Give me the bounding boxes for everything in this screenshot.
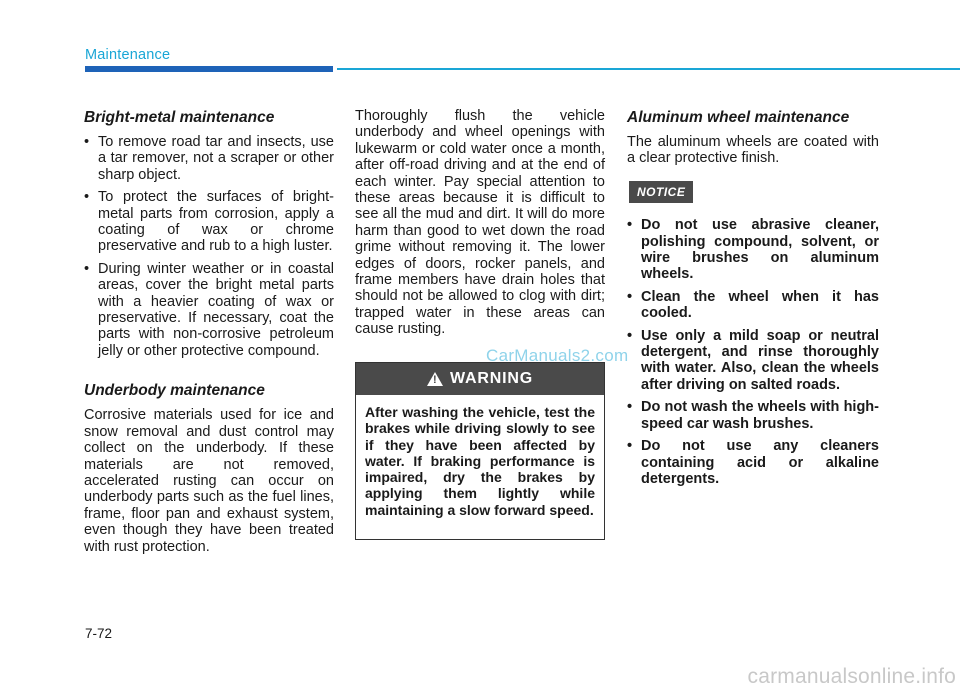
list-item: • Do not use abrasive cleaner, polishing compound, solvent, or wire brushes on aluminum wheels. bbox=[627, 217, 879, 283]
footer-watermark: carmanualsonline.info bbox=[747, 665, 956, 688]
list-item: • Do not use any cleaners containing acid or alkaline detergents. bbox=[627, 438, 879, 487]
column-left bbox=[84, 108, 334, 555]
flush-paragraph: Thoroughly flush the vehicle underbody and wheel openings with lukewarm or cold water once a month, after off-road driving and at the end of each winter. Pay special attention to these areas because it is difficult to see all the mud and dirt. It will do more harm than good to wet down the road grime without removing it. The lower edges of doors, rocker panels, and frame members have drain holes that should not be allowed to clog with dirt; trapped water in these areas can cause rusting. bbox=[355, 108, 605, 338]
page-number: 7-72 bbox=[85, 626, 113, 641]
warning-label: WARNING bbox=[450, 370, 533, 387]
aluminum-paragraph: The aluminum wheels are coated with a clear protective finish. bbox=[627, 134, 879, 167]
header-bar bbox=[85, 66, 333, 72]
bright-metal-heading: Bright-metal maintenance bbox=[84, 109, 275, 126]
warning-header bbox=[356, 363, 604, 395]
column-right bbox=[627, 108, 879, 493]
list-item: • To protect the surfaces of bright-metal parts from corrosion, apply a coating of wax or chrome preservative and rub to a high luster. bbox=[84, 189, 334, 255]
notice-list bbox=[627, 217, 879, 487]
list-item: • Clean the wheel when it has cooled. bbox=[627, 289, 879, 322]
warning-triangle-icon: ! bbox=[427, 372, 443, 386]
bright-metal-list bbox=[84, 134, 334, 359]
notice-badge: NOTICE bbox=[629, 181, 693, 203]
list-item: • During winter weather or in coastal areas, cover the bright metal parts with a heavier coating of wax or preservative. If necessary, coat the parts with non-corrosive petroleum jelly or other protective compound. bbox=[84, 261, 334, 359]
column-middle bbox=[355, 108, 605, 338]
watermark-text: CarManuals2.com bbox=[486, 346, 629, 365]
list-item: • Do not wash the wheels with high-speed car wash brushes. bbox=[627, 399, 879, 432]
list-item: • Use only a mild soap or neutral detergent, and rinse thoroughly with water. Also, clean the wheels after driving on salted roads. bbox=[627, 328, 879, 394]
underbody-heading: Underbody maintenance bbox=[84, 382, 265, 400]
underbody-paragraph: Corrosive materials used for ice and snow removal and dust control may collect on the underbody. If these materials are not removed, accelerated rusting can occur on underbody parts such as the fuel lines, frame, floor pan and exhaust system, even though they have been treated with rust protection. bbox=[84, 407, 334, 555]
warning-text: After washing the vehicle, test the brakes while driving slowly to see if they have been affected by water. If braking performance is impaired, dry the brakes by applying them lightly while maintaining a slow forward speed. bbox=[365, 404, 595, 518]
header-rule bbox=[337, 68, 960, 70]
aluminum-heading: Aluminum wheel maintenance bbox=[627, 109, 850, 126]
section-title: Maintenance bbox=[85, 47, 171, 63]
list-item: • To remove road tar and insects, use a tar remover, not a scraper or other sharp object. bbox=[84, 134, 334, 183]
warning-box bbox=[355, 362, 605, 540]
